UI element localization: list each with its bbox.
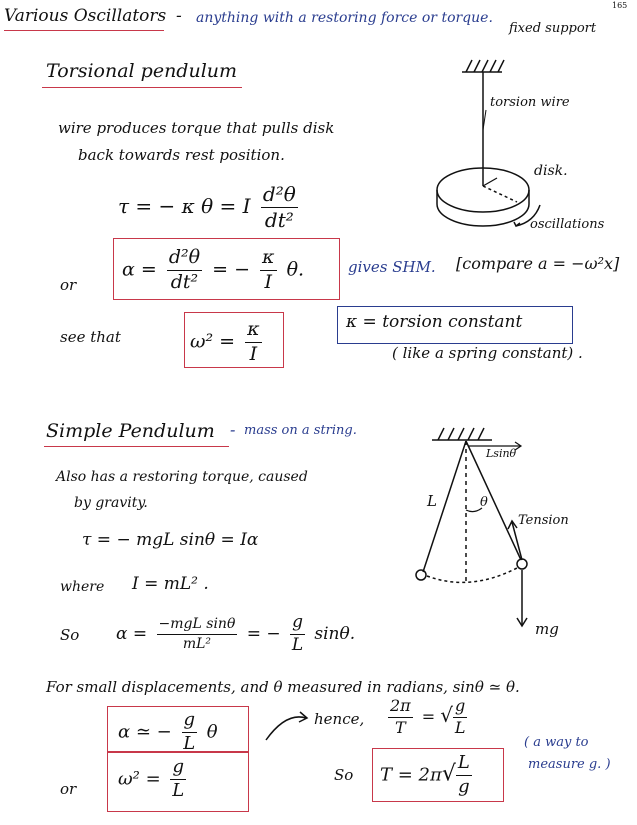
hence-label: hence, — [314, 710, 365, 728]
simple-alpha-equation: α = $\frac{\text{−mgL sinθ}}{\text{mL²}}$ = − $\frac{g}{L}$ sinθ. — [116, 612, 356, 655]
disk-label: disk. — [534, 163, 568, 179]
period-relation: $\frac{2\pi}{T}$ = √ $\frac{g}{L}$ — [390, 696, 466, 737]
small-displacement-note: For small displacements, and θ measured in radians, sinθ ≃ θ. — [46, 678, 520, 696]
alpha-approx-equation: α ≃ − $\frac{g}{L}$ θ — [118, 709, 218, 754]
swing-arc — [427, 568, 517, 582]
gives-shm-note: gives SHM. — [348, 258, 436, 276]
length-label: L — [427, 492, 437, 510]
l-sin-theta-label: Lsinθ — [486, 447, 517, 460]
or-label-2: or — [60, 780, 77, 798]
tension-label: Tension — [518, 513, 569, 528]
measure-g-note-line1: ( a way to — [524, 735, 589, 750]
simple-pendulum-heading: Simple Pendulum — [46, 420, 215, 442]
fixed-support-label: fixed support — [509, 21, 597, 36]
omega-approx-equation: ω² = $\frac{g}{L}$ — [118, 756, 185, 801]
simple-dash: - — [230, 420, 236, 439]
omega-equation: ω² = $\frac{\kappa}{I}$ — [190, 318, 260, 365]
oscillations-label: oscillations — [530, 217, 605, 232]
pendulum-support-hatching — [438, 428, 484, 440]
torque-equation: τ = − κ θ = I $\frac{\text{d²θ}}{\text{dt²}}$ — [118, 182, 296, 232]
torsion-wire-label: torsion wire — [490, 95, 570, 110]
kappa-note: ( like a spring constant) . — [392, 344, 583, 362]
simple-text-line2: by gravity. — [74, 495, 148, 511]
or-label-1: or — [60, 276, 77, 294]
page-title: Various Oscillators — [4, 6, 167, 26]
pendulum-bob-left — [416, 570, 426, 580]
page-number: 165 — [612, 1, 628, 10]
where-label: where — [60, 579, 105, 595]
simple-subtitle: mass on a string. — [244, 423, 357, 438]
mg-label: mg — [535, 620, 559, 638]
page-subtitle: anything with a restoring force or torque. — [196, 10, 493, 26]
torsional-text-line2: back towards rest position. — [78, 146, 285, 164]
so-label-1: So — [60, 626, 80, 644]
measure-g-note-line2: measure g. ) — [528, 757, 611, 772]
so-label-2: So — [334, 766, 354, 784]
theta-label: θ — [480, 495, 488, 510]
title-dash: - — [176, 6, 182, 26]
simple-text-line1: Also has a restoring torque, caused — [56, 469, 308, 485]
kappa-definition: κ = torsion constant — [346, 312, 523, 332]
torsional-text-line1: wire produces torque that pulls disk — [58, 119, 335, 137]
simple-torque-equation: τ = − mgL sinθ = Iα — [82, 530, 259, 550]
inertia-equation: I = mL² . — [132, 574, 209, 594]
see-that-label: see that — [60, 328, 121, 346]
alpha-equation: α = $\frac{\text{d²θ}}{\text{dt²}}$ = − $\frac{\kappa}{I}$ θ. — [122, 246, 305, 293]
compare-note: [compare a = −ω²x] — [456, 254, 620, 273]
period-equation: T = 2π√ $\frac{L}{g}$ — [380, 752, 470, 797]
pendulum-bob-right — [517, 559, 527, 569]
torsional-heading: Torsional pendulum — [46, 60, 238, 82]
